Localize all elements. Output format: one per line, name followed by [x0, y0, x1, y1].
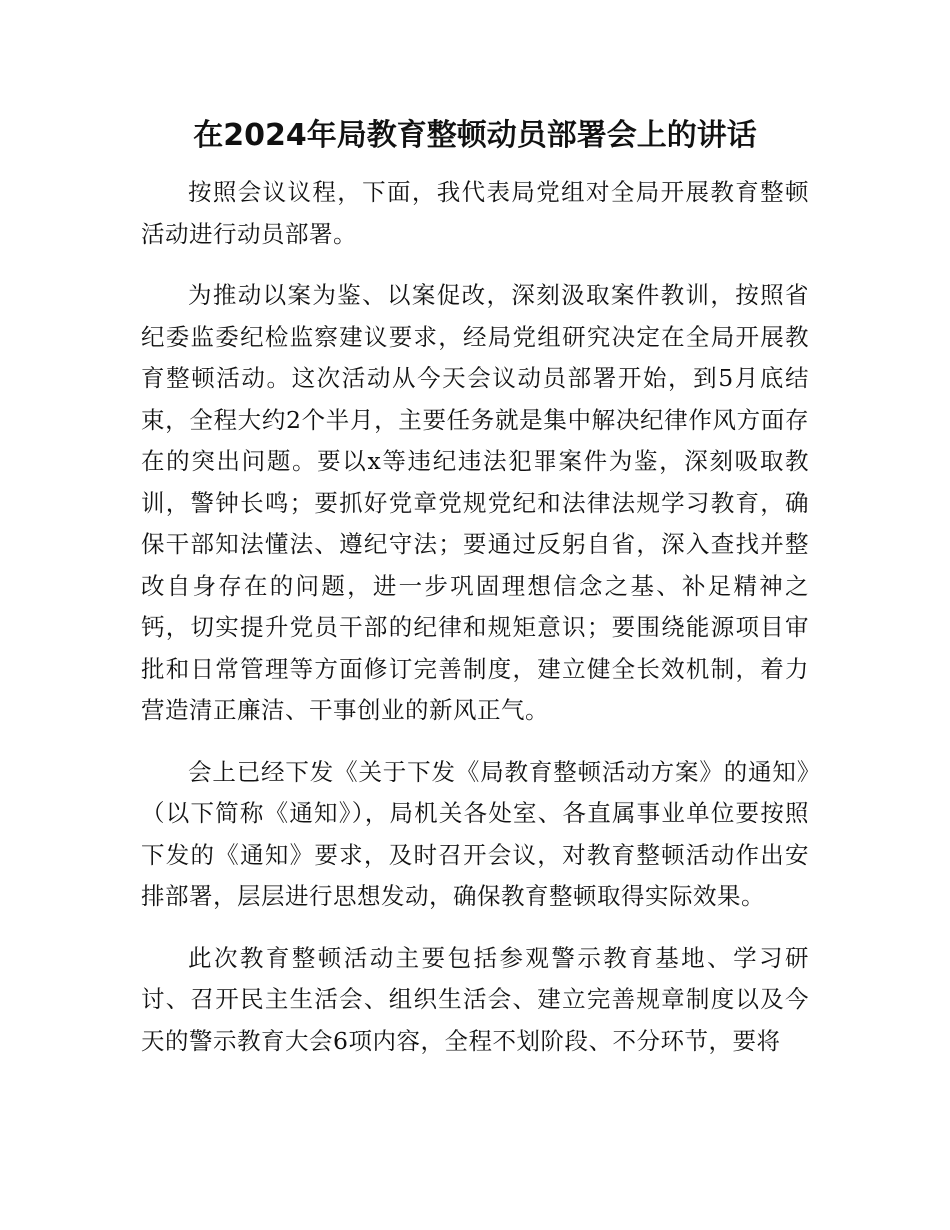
- paragraph: 为推动以案为鉴、以案促改，深刻汲取案件教训，按照省纪委监委纪检监察建议要求，经局党组研究决定在全局开展教育整顿活动。这次活动从今天会议动员部署开始，到5月底结束，全程大约2个半月，主要任务就是集中解决纪律作风方面存在的突出问题。要以x等违纪违法犯罪案件为鉴，深刻吸取教训，警钟长鸣；要抓好党章党规党纪和法律法规学习教育，确保干部知法懂法、遵纪守法；要通过反躬自省，深入查找并整改自身存在的问题，进一步巩固理想信念之基、补足精神之钙，切实提升党员干部的纪律和规矩意识；要围绕能源项目审批和日常管理等方面修订完善制度，建立健全长效机制，着力营造清正廉洁、干事创业的新风正气。: [141, 281, 809, 724]
- document-body: [141, 172, 809, 1082]
- paragraph: 此次教育整顿活动主要包括参观警示教育基地、学习研讨、召开民主生活会、组织生活会、建立完善规章制度以及今天的警示教育大会6项内容，全程不划阶段、不分环节，要将: [141, 943, 809, 1055]
- document-title: 在2024年局教育整顿动员部署会上的讲话: [193, 118, 757, 153]
- paragraph: 会上已经下发《关于下发《局教育整顿活动方案》的通知》（以下简称《通知》），局机关各处室、各直属事业单位要按照下发的《通知》要求，及时召开会议，对教育整顿活动作出安排部署，层层进行思想发动，确保教育整顿取得实际效果。: [141, 757, 809, 910]
- paragraph: 按照会议议程，下面，我代表局党组对全局开展教育整顿活动进行动员部署。: [141, 178, 809, 248]
